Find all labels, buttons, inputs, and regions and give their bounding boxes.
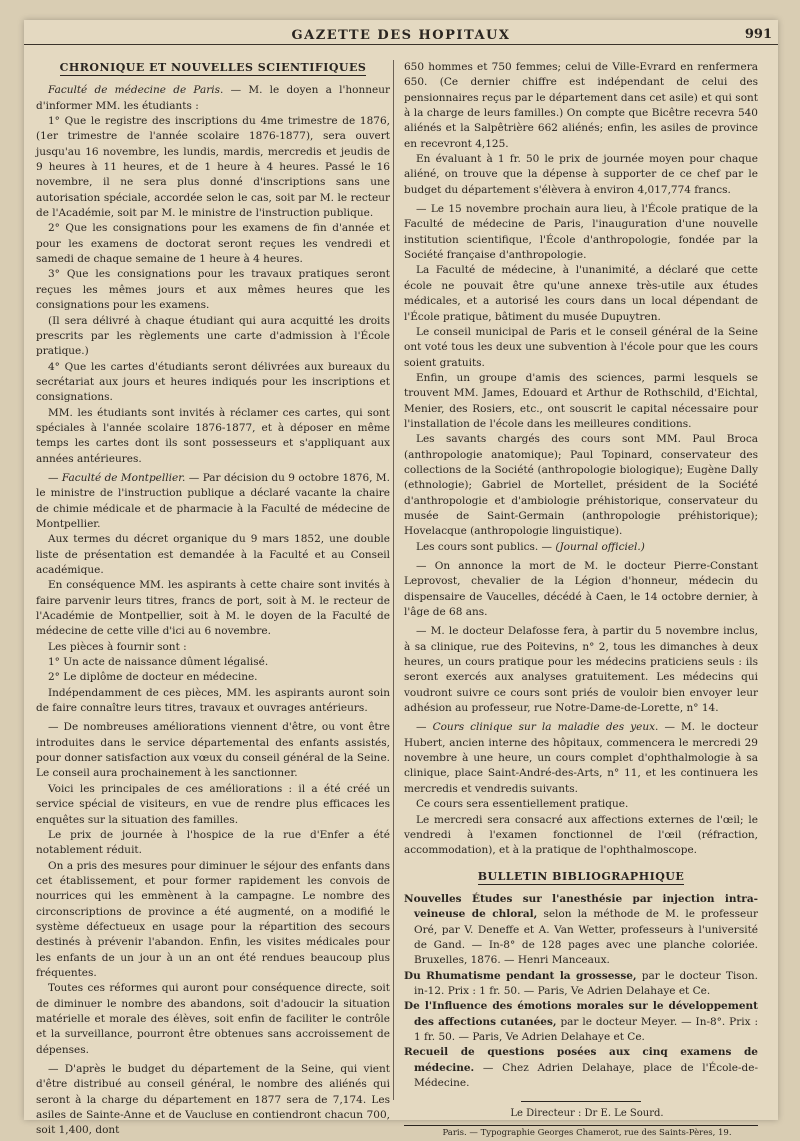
biblio-entry: Nouvelles Études sur l'anesthésie par injection intra-veineuse de chloral, selon la méthode de M. le professeur Oré, par V. Deneffe et A. Van Wetter, professeurs à l'université de Gand. — In-8° de 128 pages avec une planche coloriée. Bruxelles, 1876. — Henri Manceaux. xyxy=(404,892,758,967)
delafosse-course: — M. le docteur Delafosse fera, à partir du 5 novembre inclus, à sa clinique, rue des Poitevins, n° 2, tous les dimanches à deux heures, un cours pratique pour les médecins praticiens seuls : ils seront exercés aux analyses gratuitement. Les médecins qui voudront suivre ce cours sont priés de vouloir bien envoyer leur adhésion au professeur, rue Notre-Dame-de-Lorette, n° 14. xyxy=(404,625,758,715)
ameliorations-p4: On a pris des mesures pour diminuer le séjour des enfants dans cet établissement, et pour former rapidement les convois de nourrices qui les emmènent à la campagne. Le nombre des circonscriptions de province a été augmenté, on a modifié le système défectueux en usage pour la répartition des secours destinés à prévenir l'abandon. Enfin, les visites médicales pour les enfants de un jour à un an ont été rendues beaucoup plus fréquentes. xyxy=(36,859,390,979)
biblio-entry: Recueil de questions posées aux cinq examens de médecine. — Chez Adrien Delahaye, place de l'École-de-Médecine. xyxy=(404,1046,758,1089)
anthro-p5: Les savants chargés des cours sont MM. Paul Broca (anthropologie anatomique); Paul Topinard, conservateur des collections de la Société (anthropologie biologique); Eugène Dally (ethnologie); Gabriel de Mortellet, président de la Société d'anthropologie et d'ambiologie préhistorique, conservateur du musée de Saint-Germain (anthropologie préhistorique); Hovelacque (anthropologie linguistique). xyxy=(404,433,758,538)
right-column xyxy=(404,60,758,1141)
obituary: — On annonce la mort de M. le docteur Pierre-Constant Leprovost, chevalier de la Légion d'honneur, médecin du dispensaire de Vaucelles, décédé à Caen, le 14 octobre dernier, à l'âge de 68 ans. xyxy=(404,560,758,619)
newspaper-page xyxy=(24,20,778,1138)
montpellier-p3: En conséquence MM. les aspirants à cette chaire sont invités à faire parvenir leurs titres, francs de port, soit à M. le recteur de l'Académie de Montpellier, soit à M. le doyen de la Faculté de médecine de cette ville d'ici au 6 novembre. xyxy=(36,579,390,638)
paris-item-1: 1° Que le registre des inscriptions du 4me trimestre de 1876, (1er trimestre de l'année scolaire 1876-1877), sera ouvert jusqu'au 16 novembre, les lundis, mardis, mercredis et jeudis de 9 heures à 11 heures, et de 1 heure à 4 heures. Passé le 16 novembre, il ne sera plus donné d'inscriptions sans une autorisation spéciale, accordée selon le cas, soit par M. le recteur de l'Académie, soit par M. le ministre de l'instruction publique. xyxy=(36,115,390,220)
column-divider xyxy=(393,60,394,1100)
ameliorations-p5: Toutes ces réformes qui auront pour conséquence directe, soit de diminuer le nombre des abandons, soit d'adoucir la situation matérielle et morale des élèves, soit enfin de faciliter le contrôle et la surveillance, pourront être obtenues sans accroissement de dépenses. xyxy=(36,982,390,1056)
montpellier-intro: — Faculté de Montpellier. — Par décision du 9 octobre 1876, M. le ministre de l'instruction publique a déclaré vacante la chaire de chimie médicale et de pharmacie à la Faculté de médecine de Montpellier. xyxy=(36,471,390,530)
director-line: Le Directeur : Dr E. Le Sourd. xyxy=(510,1108,664,1120)
paris-item-3: 3° Que les consignations pour les travaux pratiques seront reçues les mêmes jours et aux mêmes heures que les consignations pour les examens. xyxy=(36,268,390,312)
printer-line: Paris. — Typographie Georges Chamerot, rue des Saints-Pères, 19. xyxy=(442,1127,732,1138)
budget-continued: 650 hommes et 750 femmes; celui de Ville-Evrard en renfermera 650. (Ce dernier chiffre est indépendant de celui des pensionnaires reçus par le département dans cet asile) et qui sont à la charge de leurs familles.) On compte que Bicêtre recevra 540 aliénés et la Salpêtrière 662 aliénés; enfin, les asiles de province en recevront 4,125. xyxy=(404,61,758,150)
montpellier-p4: Les pièces à fournir sont : xyxy=(48,640,187,653)
biblio-entry: De l'Influence des émotions morales sur le développement des affections cutanées, par le docteur Meyer. — In-8°. Prix : 1 fr. 50. — Paris, Ve Adrien Delahaye et Ce. xyxy=(404,1000,758,1043)
paris-item-3b: (Il sera délivré à chaque étudiant qui aura acquitté les droits prescrits par les règlements une carte d'admission à l'École pratique.) xyxy=(36,314,390,358)
montpellier-p6: 2° Le diplôme de docteur en médecine. xyxy=(48,671,258,684)
ameliorations-p3: Le prix de journée à l'hospice de la rue d'Enfer a été notablement réduit. xyxy=(36,828,390,857)
montpellier-p7: Indépendamment de ces pièces, MM. les aspirants auront soin de faire connaître leurs titres, travaux et ouvrages antérieurs. xyxy=(36,686,390,715)
section-title: CHRONIQUE ET NOUVELLES SCIENTIFIQUES xyxy=(59,61,367,74)
paris-intro: Faculté de médecine de Paris. — M. le doyen a l'honneur d'informer MM. les étudiants : xyxy=(36,84,390,112)
budget-p2: En évaluant à 1 fr. 50 le prix de journée moyen pour chaque aliéné, on trouve que la dépense à supporter de ce chef par le budget du département s'élèvera à environ 4,017,774 francs. xyxy=(404,153,758,196)
anthro-p3: Le conseil municipal de Paris et le conseil général de la Seine ont voté tous les deux une subvention à l'école pour que les cours soient gratuits. xyxy=(404,325,758,369)
biblio-entry: Du Rhumatisme pendant la grossesse, par le docteur Tison. in-12. Prix : 1 fr. 50. — Paris, Ve Adrien Delahaye et Ce. xyxy=(404,969,758,997)
page-number: 991 xyxy=(744,27,772,42)
left-column xyxy=(36,60,390,1139)
montpellier-p2: Aux termes du décret organique du 9 mars 1852, une double liste de présentation est demandée à la Faculté et au Conseil académique. xyxy=(36,533,390,576)
ameliorations-p1: — De nombreuses améliorations viennent d'être, ou vont être introduites dans le service départemental des enfants assistés, pour donner satisfaction aux vœux du conseil général de la Seine. Le conseil aura prochainement à les sanctionner. xyxy=(36,721,390,780)
montpellier-p5: 1° Un acte de naissance dûment légalisé. xyxy=(48,656,269,669)
eye-course-p3: Le mercredi sera consacré aux affections externes de l'œil; le vendredi à l'examen fonctionnel de l'œil (réfraction, accommodation), et à la pratique de l'ophthalmoscope. xyxy=(404,813,758,857)
eye-course-label: Cours clinique sur la maladie des yeux. xyxy=(432,721,659,734)
paris-label: Faculté de médecine de Paris. xyxy=(48,84,224,97)
budget-p1: — D'après le budget du département de la Seine, qui vient d'être distribué au conseil général, le nombre des aliénés qui seront à la charge du département en 1877 sera de 7,174. Les asiles de Sainte-Anne et de Vaucluse en contiendront chacun 700, soit 1,400, dont xyxy=(36,1063,390,1137)
source-citation: (Journal officiel.) xyxy=(555,540,645,553)
page-header xyxy=(24,22,778,45)
ameliorations-p2: Voici les principales de ces améliorations : il a été créé un service spécial de visiteurs, en vue de rendre plus efficaces les enquêtes sur la situation des familles. xyxy=(36,782,390,826)
montpellier-label: Faculté de Montpellier. xyxy=(61,471,186,484)
eye-course-p2: Ce cours sera essentiellement pratique. xyxy=(416,798,629,811)
anthro-p1: — Le 15 novembre prochain aura lieu, à l'École pratique de la Faculté de médecine de Paris, l'inauguration d'une nouvelle institution scientifique, l'École d'anthropologie, fondée par la Société française d'anthropologie. xyxy=(404,203,758,262)
paris-item-4: 4° Que les cartes d'étudiants seront délivrées aux bureaux du secrétariat aux jours et heures indiqués pour les inscriptions et consignations. xyxy=(36,360,390,404)
anthro-p4: Enfin, un groupe d'amis des sciences, parmi lesquels se trouvent MM. James, Edouard et Arthur de Rothschild, d'Eichtal, Menier, des Rosiers, etc., ont souscrit le capital nécessaire pour l'installation de l'école dans les meilleures conditions. xyxy=(404,371,758,430)
eye-course-intro: — Cours clinique sur la maladie des yeux. — M. le docteur Hubert, ancien interne des hôpitaux, commencera le mercredi 29 novembre à une heure, un cours complet d'ophthalmologie à sa clinique, place Saint-André-des-Arts, n° 11, et les continuera les mercredis et vendredis suivants. xyxy=(404,721,758,795)
bulletin-title: BULLETIN BIBLIOGRAPHIQUE xyxy=(477,869,685,883)
footer-separator xyxy=(521,1101,641,1102)
bibliography-list xyxy=(404,892,758,1091)
anthro-p2: La Faculté de médecine, à l'unanimité, a déclaré que cette école ne pouvait être qu'une annexe très-utile aux études médicales, et a autorisé les cours dans un local dépendant de l'École pratique, bâtiment du musée Dupuytren. xyxy=(404,264,758,323)
journal-title: GAZETTE DES HOPITAUX xyxy=(291,28,511,43)
paris-item-2: 2° Que les consignations pour les examens de fin d'année et pour les examens de doctorat seront reçues les vendredi et samedi de chaque semaine de 1 heure à 4 heures. xyxy=(36,222,390,266)
paris-item-5: MM. les étudiants sont invités à réclamer ces cartes, qui sont spéciales à l'année scolaire 1876-1877, et à déposer en même temps les cartes dont ils sont possesseurs et s'appliquant aux années antérieures. xyxy=(36,406,390,465)
anthro-p6: Les cours sont publics. — (Journal officiel.) xyxy=(416,540,645,553)
